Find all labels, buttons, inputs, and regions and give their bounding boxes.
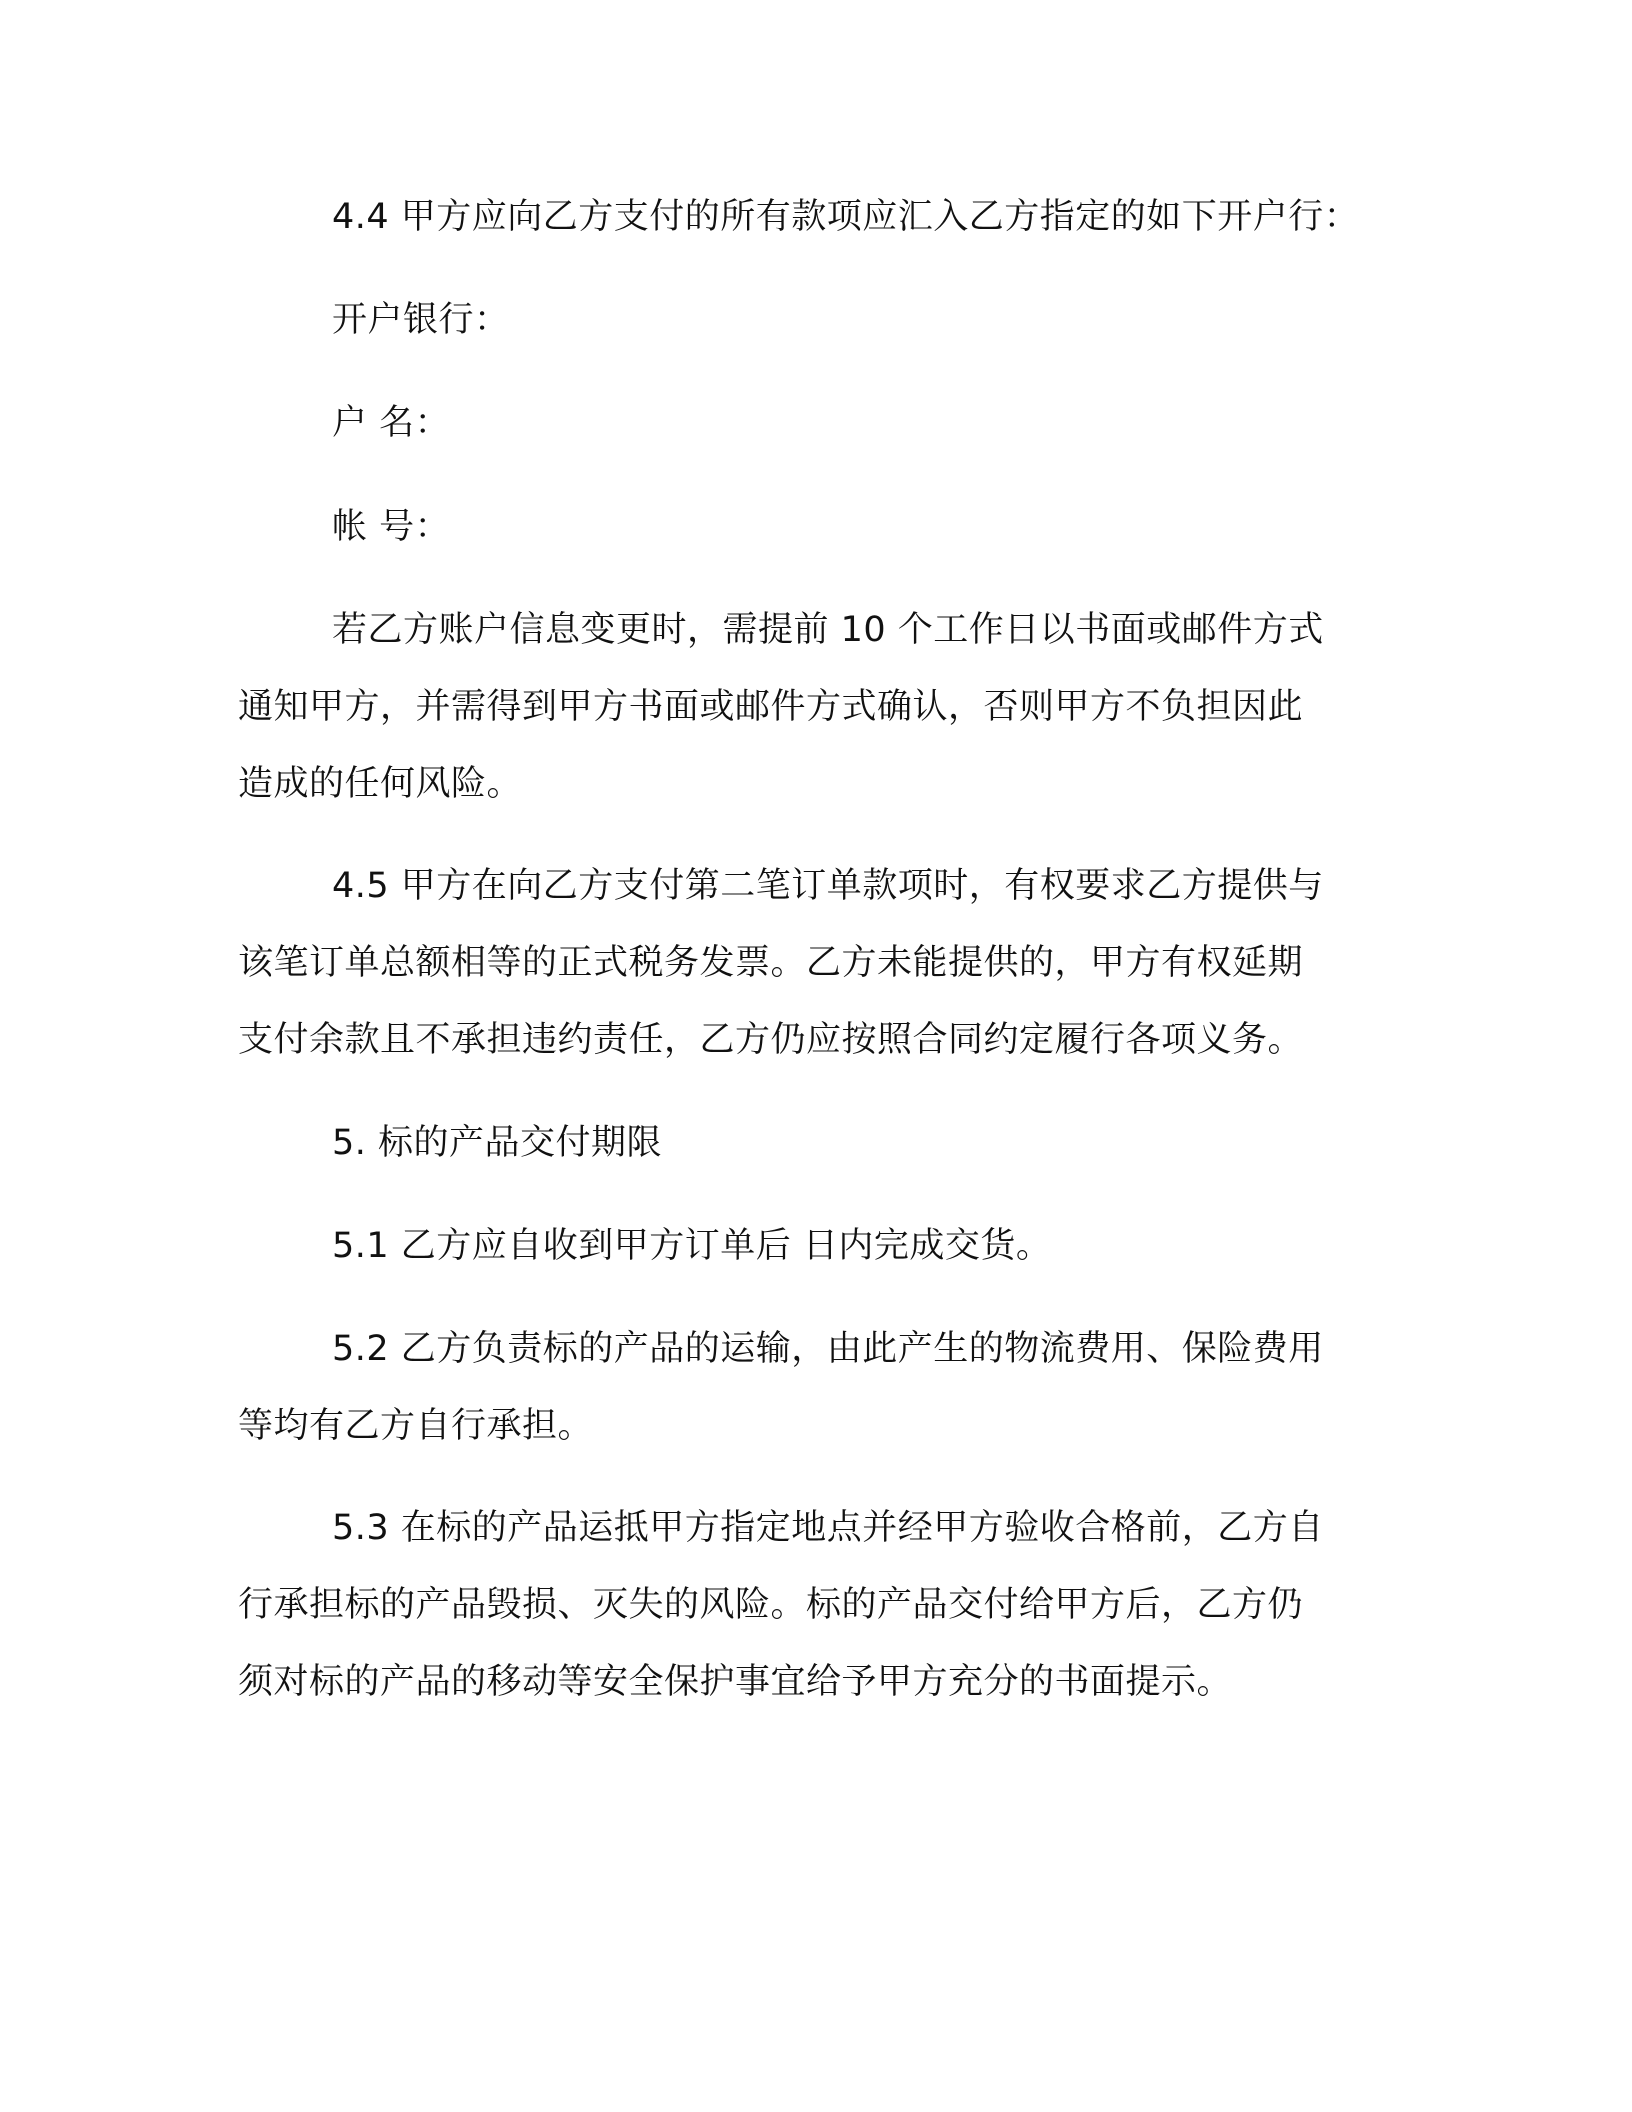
account-number-label: 帐 号： (332, 507, 451, 547)
clause-5-2-line-2: 等均有乙方自行承担。 (238, 1406, 594, 1446)
clause-5-3-line-3: 须对标的产品的移动等安全保护事宜给予甲方充分的书面提示。 (238, 1662, 1233, 1702)
account-change-line-1: 若乙方账户信息变更时，需提前 10 个工作日以书面或邮件方式 (332, 610, 1324, 650)
account-holder-label: 户 名： (332, 403, 451, 443)
clause-4-5-line-2: 该笔订单总额相等的正式税务发票。乙方未能提供的，甲方有权延期 (238, 943, 1304, 983)
account-change-line-2: 通知甲方，并需得到甲方书面或邮件方式确认，否则甲方不负担因此 (238, 687, 1304, 727)
section-5-heading: 5. 标的产品交付期限 (332, 1123, 663, 1163)
account-change-line-3: 造成的任何风险。 (238, 764, 523, 804)
clause-4-4-line-1: 4.4 甲方应向乙方支付的所有款项应汇入乙方指定的如下开户行： (332, 197, 1360, 237)
clause-4-5-line-3: 支付余款且不承担违约责任，乙方仍应按照合同约定履行各项义务。 (238, 1020, 1304, 1060)
bank-name-label: 开户银行： (332, 300, 510, 340)
clause-5-2-line-1: 5.2 乙方负责标的产品的运输，由此产生的物流费用、保险费用 (332, 1329, 1324, 1369)
clause-5-1-line-1: 5.1 乙方应自收到甲方订单后 日内完成交货。 (332, 1226, 1052, 1266)
clause-5-3-line-1: 5.3 在标的产品运抵甲方指定地点并经甲方验收合格前，乙方自 (332, 1508, 1324, 1548)
clause-4-5-line-1: 4.5 甲方在向乙方支付第二笔订单款项时，有权要求乙方提供与 (332, 866, 1324, 906)
clause-5-3-line-2: 行承担标的产品毁损、灭失的风险。标的产品交付给甲方后，乙方仍 (238, 1585, 1304, 1625)
